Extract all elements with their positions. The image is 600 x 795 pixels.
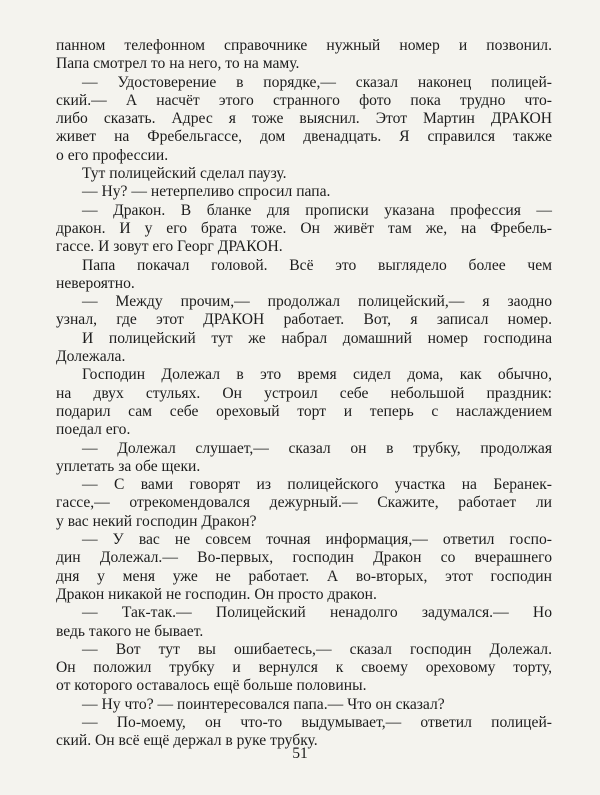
text-line: Папа смотрел то на него, то на маму. (56, 55, 300, 73)
text-line: невероятно. (56, 274, 135, 292)
text-line: от которого оставалось ещё больше половины. (56, 677, 367, 695)
text-line: Долежала. (56, 348, 126, 366)
text-line: Господин Долежал в это время сидел дома, как обычно, (82, 366, 552, 384)
text-line: дня у меня уже не работает. А во-вторых, этот господин (56, 567, 552, 585)
text-line: — Между прочим,— продолжал полицейский,— я заодно (82, 293, 552, 311)
text-line: Тут полицейский сделал паузу. (82, 165, 287, 183)
text-line: ский.— А насчёт этого странного фото пока трудно что- (56, 91, 552, 109)
text-line: гассе. И зовут его Георг ДРАКОН. (56, 238, 283, 256)
text-line: у вас некий господин Дракон? (56, 512, 257, 530)
text-line: — Долежал слушает,— сказал он в трубку, продолжая (82, 439, 552, 457)
page-number: 51 (292, 745, 308, 762)
text-line: — У вас не совсем точная информация,— ответил госпо- (82, 531, 552, 549)
text-line: — Вот тут вы ошибаетесь,— сказал господин Долежал. (82, 640, 552, 658)
text-line: ведь такого не бывает. (56, 622, 204, 640)
text-line: — Дракон. В бланке для прописки указана профессия — (82, 201, 552, 219)
text-line: — С вами говорят из полицейского участка на Беранек- (82, 476, 552, 494)
text-line: ский. Он всё ещё держал в руке трубку. (56, 732, 318, 750)
text-line: узнал, где этот ДРАКОН работает. Вот, я записал номер. (56, 311, 552, 329)
text-line: дракон. И у его брата тоже. Он живёт там же, на Фребель- (56, 219, 552, 237)
text-line: — По-моему, он что-то выдумывает,— ответил полицей- (82, 713, 552, 731)
text-line: поедал его. (56, 421, 131, 439)
text-line: подарил сам себе ореховый торт и теперь с наслаждением (56, 402, 552, 420)
text-line: о его профессии. (56, 146, 169, 164)
text-line: — Ну? — нетерпеливо спросил папа. (82, 183, 331, 201)
text-line: Он положил трубку и вернулся к своему ореховому торту, (56, 659, 552, 677)
text-line: И полицейский тут же набрал домашний номер господина (82, 329, 552, 347)
text-line: гассе,— отрекомендовался дежурный.— Скажите, работает ли (56, 494, 552, 512)
text-line: — Так-так.— Полицейский ненадолго задумался.— Но (82, 604, 552, 622)
text-line: панном телефонном справочнике нужный номер и позвонил. (56, 37, 552, 54)
text-line: — Ну что? — поинтересовался папа.— Что он сказал? (82, 695, 445, 713)
text-line: уплетать за обе щеки. (56, 457, 201, 475)
text-line: — Удостоверение в порядке,— сказал наконец полицей- (82, 73, 552, 91)
page-body (56, 37, 552, 751)
text-line: Дракон никакой не господин. Он просто дракон. (56, 585, 377, 603)
text-line: на двух стульях. Он устроил себе небольшой праздник: (56, 384, 552, 402)
text-line: дин Долежал.— Во-первых, господин Дракон со вчерашнего (56, 549, 552, 567)
text-line: Папа покачал головой. Всё это выглядело более чем (82, 256, 552, 274)
text-line: либо сказать. Адрес я тоже выяснил. Этот Мартин ДРАКОН (56, 110, 552, 128)
text-line: живет на Фребельгассе, дом двенадцать. Я справился также (56, 128, 552, 146)
